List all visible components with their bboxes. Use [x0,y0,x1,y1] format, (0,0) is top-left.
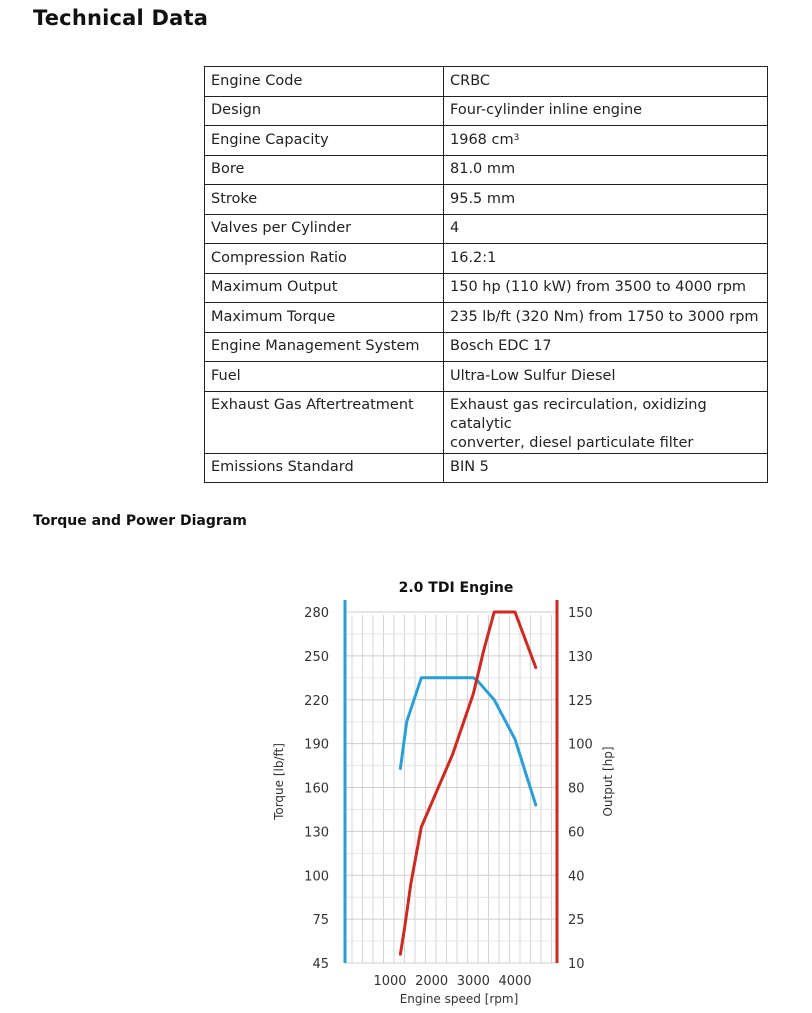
spec-value-text: 81.0 mm [450,161,516,178]
superscript: 3 [513,132,520,143]
spec-value-text: 4 [450,220,460,237]
spec-value-text: 95.5 mm [450,190,516,207]
spec-label: Exhaust Gas Aftertreatment [205,391,444,453]
y-right-tick-label: 150 [568,606,593,621]
y-left-tick-label: 160 [304,781,329,797]
torque-power-chart [250,570,615,1010]
spec-value-text: BIN 5 [450,459,489,476]
spec-label: Maximum Output [205,273,444,303]
spec-value [444,453,768,483]
table-row [205,453,768,483]
spec-value [444,332,768,362]
table-row [205,362,768,392]
y-right-tick-label: 100 [568,737,593,753]
table-row [205,244,768,274]
spec-value [444,362,768,392]
y-right-tick-label: 25 [568,913,585,929]
spec-value [444,244,768,274]
page-title: Technical Data [33,6,209,30]
spec-value [444,67,768,97]
spec-label: Compression Ratio [205,244,444,274]
table-row [205,96,768,126]
y-right-axis-label: Output [hp] [601,746,615,817]
x-tick-label: 3000 [456,974,490,989]
x-tick-label: 2000 [415,974,449,989]
spec-value-line: Exhaust gas recirculation, oxidizing catalytic [450,396,707,432]
table-row [205,303,768,333]
y-right-tick-label: 130 [568,649,593,665]
spec-value [444,96,768,126]
spec-value [444,303,768,333]
y-right-tick-label: 80 [568,781,585,797]
spec-value-text: 150 hp (110 kW) from 3500 to 4000 rpm [450,279,747,296]
spec-value-text: 1968 cm [450,131,514,148]
table-row [205,332,768,362]
spec-value [444,155,768,185]
y-right-tick-label: 10 [568,957,585,972]
spec-label: Engine Code [205,67,444,97]
x-tick-label: 4000 [498,974,532,989]
table-row [205,67,768,97]
table-row [205,391,768,453]
spec-label: Maximum Torque [205,303,444,333]
section-title: Torque and Power Diagram [33,513,247,529]
y-right-tick-label: 125 [568,693,593,709]
y-left-tick-label: 250 [304,649,329,665]
spec-label: Fuel [205,362,444,392]
spec-label: Emissions Standard [205,453,444,483]
table-row [205,126,768,156]
table-row [205,185,768,215]
spec-value [444,126,768,156]
chart-title: 2.0 TDI Engine [398,580,514,596]
spec-label: Valves per Cylinder [205,214,444,244]
y-right-tick-label: 60 [568,825,585,841]
y-left-tick-label: 100 [304,869,329,885]
torque-curve [400,678,535,805]
spec-value-text: 235 lb/ft (320 Nm) from 1750 to 3000 rpm [450,308,759,325]
spec-value-text: Bosch EDC 17 [450,338,552,355]
spec-label: Design [205,96,444,126]
y-left-tick-label: 75 [312,913,329,929]
y-left-tick-label: 220 [304,693,329,709]
y-left-axis-label: Torque [lb/ft] [272,743,286,820]
technical-data-table [204,66,768,483]
spec-value-text: Ultra-Low Sulfur Diesel [450,367,616,384]
table-row [205,273,768,303]
x-axis-label: Engine speed [rpm] [399,992,519,1006]
spec-value [444,391,768,453]
y-left-tick-label: 130 [304,825,329,841]
spec-value [444,185,768,215]
table-row [205,155,768,185]
x-tick-label: 1000 [373,974,407,989]
table-row [205,214,768,244]
output-curve [400,612,535,954]
spec-label: Bore [205,155,444,185]
y-left-tick-label: 280 [304,606,329,621]
spec-value [444,273,768,303]
spec-label: Engine Management System [205,332,444,362]
y-left-tick-label: 45 [312,957,329,972]
y-left-tick-label: 190 [304,737,329,753]
spec-label: Stroke [205,185,444,215]
spec-value [444,214,768,244]
spec-value-line: converter, diesel particulate filter [450,434,694,451]
y-right-tick-label: 40 [568,869,585,885]
spec-value-text: 16.2:1 [450,249,497,266]
spec-value-text: Four-cylinder inline engine [450,102,643,119]
spec-value-text: CRBC [450,72,491,89]
spec-label: Engine Capacity [205,126,444,156]
